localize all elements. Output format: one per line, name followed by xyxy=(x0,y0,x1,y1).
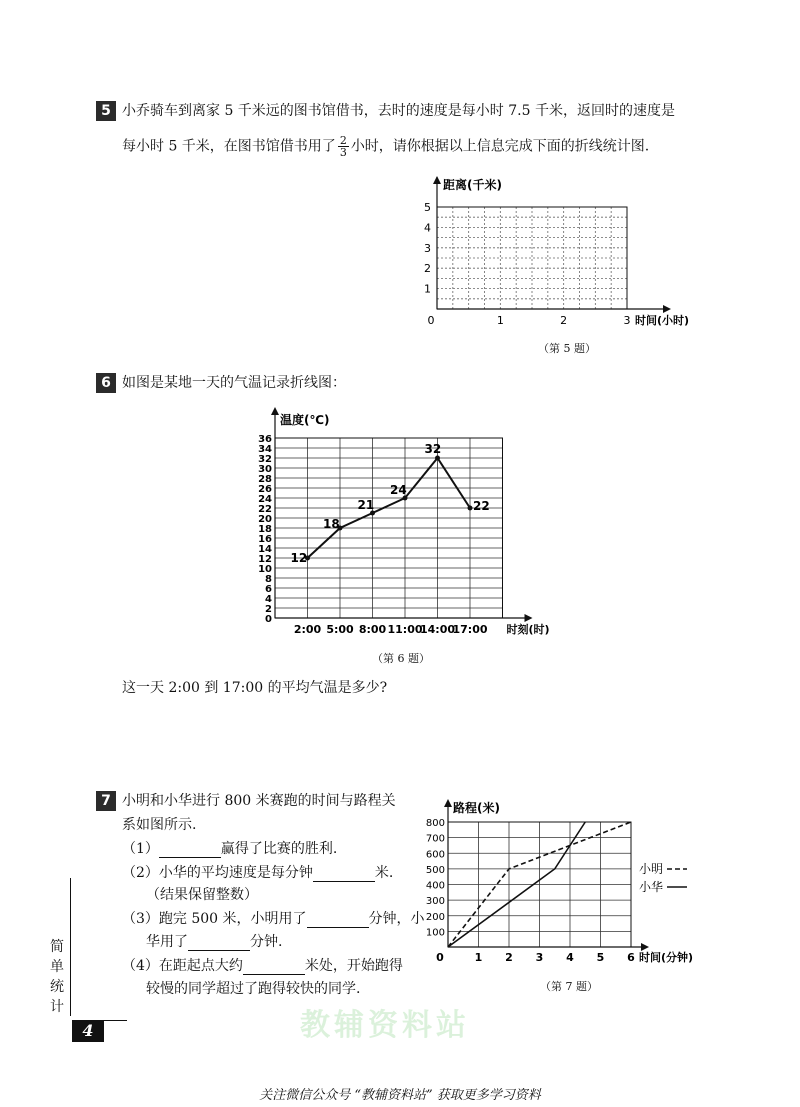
q6-x-label: 时刻(时) xyxy=(506,623,550,636)
q6-data-label: 32 xyxy=(424,442,442,456)
q7-x-tick: 1 xyxy=(474,951,483,964)
q7-x-tick: 5 xyxy=(596,951,605,964)
q5-fraction xyxy=(338,135,349,158)
q5-x-tick: 1 xyxy=(496,314,504,327)
q7-x-tick: 6 xyxy=(627,951,635,964)
q7-y-tick: 300 xyxy=(425,896,445,908)
side-char-4: 计 xyxy=(50,999,64,1015)
q7-part2 xyxy=(122,864,393,882)
q7-x-axis-arrow xyxy=(641,943,649,951)
q7-part3-text: （3）跑完 500 米，小明用了 xyxy=(122,911,307,927)
q7-part1-text: 赢得了比赛的胜利. xyxy=(220,841,338,857)
q6-y-tick: 18 xyxy=(258,524,272,535)
q7-part4 xyxy=(122,957,403,975)
q7-intro1: 小明和小华进行 800 米赛跑的时间与路程关 xyxy=(122,793,396,809)
q7-part4-line2: 较慢的同学超过了跑得较快的同学. xyxy=(146,981,361,997)
q6-y-tick: 14 xyxy=(258,544,272,555)
q7-y-tick: 600 xyxy=(425,849,445,861)
q7-legend-label-xiaohua: 小华 xyxy=(639,880,664,894)
q7-x-tick: 2 xyxy=(505,951,513,964)
q7-answer-blank-4[interactable] xyxy=(188,936,250,951)
q6-y-tick: 10 xyxy=(258,564,272,575)
q5-x-tick: 2 xyxy=(560,314,568,327)
q7-y-axis-arrow xyxy=(444,799,452,807)
q5-text-line1: 小乔骑车到离家 5 千米远的图书馆借书，去时的速度是每小时 7.5 千米，返回时的速度是 xyxy=(122,103,675,119)
q7-caption: （第 7 题） xyxy=(540,980,598,993)
q6-x-axis-arrow xyxy=(525,614,533,622)
q7-part3 xyxy=(122,910,425,928)
q6-chart xyxy=(250,405,550,643)
footer-note: 关注微信公众号 “教辅资料站” 获取更多学习资料 xyxy=(259,1088,541,1103)
q6-data-label: 21 xyxy=(357,498,375,512)
q6-number: 6 xyxy=(96,373,116,393)
q7-chart xyxy=(420,795,710,970)
q7-y-tick: 400 xyxy=(425,880,445,892)
q6-y-tick: 36 xyxy=(258,434,272,445)
q6-x-tick: 17:00 xyxy=(452,623,488,636)
q6-x-tick: 11:00 xyxy=(387,623,423,636)
q6-y-tick: 8 xyxy=(265,574,272,585)
q7-part4-text-b: 米处，开始跑得 xyxy=(304,958,403,974)
q6-data-point xyxy=(435,456,440,461)
q6-data-point xyxy=(468,506,473,511)
q6-y-tick: 16 xyxy=(258,534,272,545)
q6-y-tick: 22 xyxy=(258,504,272,515)
q6-x-tick: 5:00 xyxy=(326,623,354,636)
watermark: 教辅资料站 xyxy=(300,1008,470,1043)
q6-y-tick: 2 xyxy=(265,604,272,615)
q6-x-tick: 14:00 xyxy=(419,623,456,636)
q7-part2-text: （2）小华的平均速度是每分钟 xyxy=(122,865,313,881)
q5-y-tick: 5 xyxy=(424,201,431,214)
q7-x-tick: 4 xyxy=(566,951,574,964)
q6-y-tick: 34 xyxy=(258,444,272,455)
q6-y-tick: 24 xyxy=(258,494,272,505)
q5-x-tick: 3 xyxy=(623,314,631,327)
q6-question: 这一天 2:00 到 17:00 的平均气温是多少? xyxy=(122,680,388,696)
q7-legend-label-xiaoming: 小明 xyxy=(639,862,664,876)
q5-chart xyxy=(410,172,710,332)
side-char-1: 简 xyxy=(50,939,64,955)
side-char-3: 统 xyxy=(50,979,64,995)
q5-y-tick: 2 xyxy=(424,262,431,276)
q5-text-line2 xyxy=(122,135,649,158)
q5-x-axis-arrow xyxy=(663,305,671,313)
q7-answer-blank-5[interactable] xyxy=(243,960,305,975)
q5-number: 5 xyxy=(96,101,116,121)
side-char-2: 单 xyxy=(50,959,64,975)
q5-text-line2a: 每小时 5 千米，在图书馆借书用了 xyxy=(122,138,336,155)
q7-answer-blank-3[interactable] xyxy=(307,913,369,928)
q6-x-tick: 8:00 xyxy=(358,623,387,636)
q7-y-tick: 100 xyxy=(425,927,445,939)
q7-y-tick: 800 xyxy=(425,818,445,829)
q7-part3-text-c: 华用了 xyxy=(146,934,188,950)
q5-y-tick: 3 xyxy=(424,241,431,255)
q6-data-label: 18 xyxy=(323,517,340,531)
page-number: 4 xyxy=(72,1020,104,1042)
q6-y-label: 温度(℃) xyxy=(280,413,330,427)
q7-y-tick: 500 xyxy=(425,864,445,876)
q7-part1 xyxy=(122,840,337,858)
q7-part4-text: （4）在距起点大约 xyxy=(122,958,243,974)
q6-y-tick: 30 xyxy=(258,464,272,475)
q6-y-tick: 4 xyxy=(265,594,272,605)
q5-x-tick: 0 xyxy=(427,314,435,327)
q6-y-tick: 12 xyxy=(258,554,272,565)
q5-y-tick: 4 xyxy=(424,221,431,235)
q7-x-tick: 3 xyxy=(535,951,544,964)
q7-y-tick: 700 xyxy=(425,833,445,845)
q7-answer-blank-2[interactable] xyxy=(313,867,375,882)
q6-y-tick: 32 xyxy=(258,454,272,465)
q5-y-tick: 1 xyxy=(424,282,431,296)
q6-data-label: 12 xyxy=(290,551,308,565)
q7-part2-note: （结果保留整数） xyxy=(146,887,258,903)
q6-y-tick: 0 xyxy=(265,614,272,625)
q6-y-tick: 20 xyxy=(258,514,272,525)
q7-answer-blank-1[interactable] xyxy=(159,843,221,858)
q6-y-axis-arrow xyxy=(271,407,279,415)
q6-x-tick: 2:00 xyxy=(293,623,322,636)
q5-text-line2b: 小时，请你根据以上信息完成下面的折线统计图. xyxy=(350,138,650,155)
q5-x-label: 时间(小时) xyxy=(635,314,690,327)
q5-frac-den: 3 xyxy=(339,146,347,159)
q7-part3-line2 xyxy=(146,933,282,951)
q7-y-tick: 200 xyxy=(425,911,445,923)
side-divider xyxy=(70,878,71,1016)
q7-part3-text-d: 分钟. xyxy=(250,934,283,950)
q5-caption: （第 5 题） xyxy=(538,342,596,355)
q7-part1-label: （1） xyxy=(122,841,159,857)
q7-number: 7 xyxy=(96,791,116,811)
q6-caption: （第 6 题） xyxy=(372,652,430,665)
q5-y-label: 距离(千米) xyxy=(443,178,502,192)
q6-intro: 如图是某地一天的气温记录折线图： xyxy=(122,375,346,391)
q6-y-tick: 28 xyxy=(258,474,272,485)
q5-frac-num: 2 xyxy=(339,134,347,147)
q7-x-label: 时间(分钟) xyxy=(639,951,694,964)
q6-y-tick: 6 xyxy=(265,584,272,595)
q7-part3-text-b: 分钟，小 xyxy=(368,911,425,927)
q7-intro2: 系如图所示. xyxy=(122,817,197,833)
q5-y-axis-arrow xyxy=(433,176,441,184)
q7-y-label: 路程(米) xyxy=(453,801,500,815)
q7-part2-unit: 米. xyxy=(374,865,394,881)
q6-data-label: 24 xyxy=(390,483,407,497)
q7-x-tick: 0 xyxy=(436,951,444,964)
q6-data-label: 22 xyxy=(473,499,490,513)
q6-y-tick: 26 xyxy=(258,484,272,495)
